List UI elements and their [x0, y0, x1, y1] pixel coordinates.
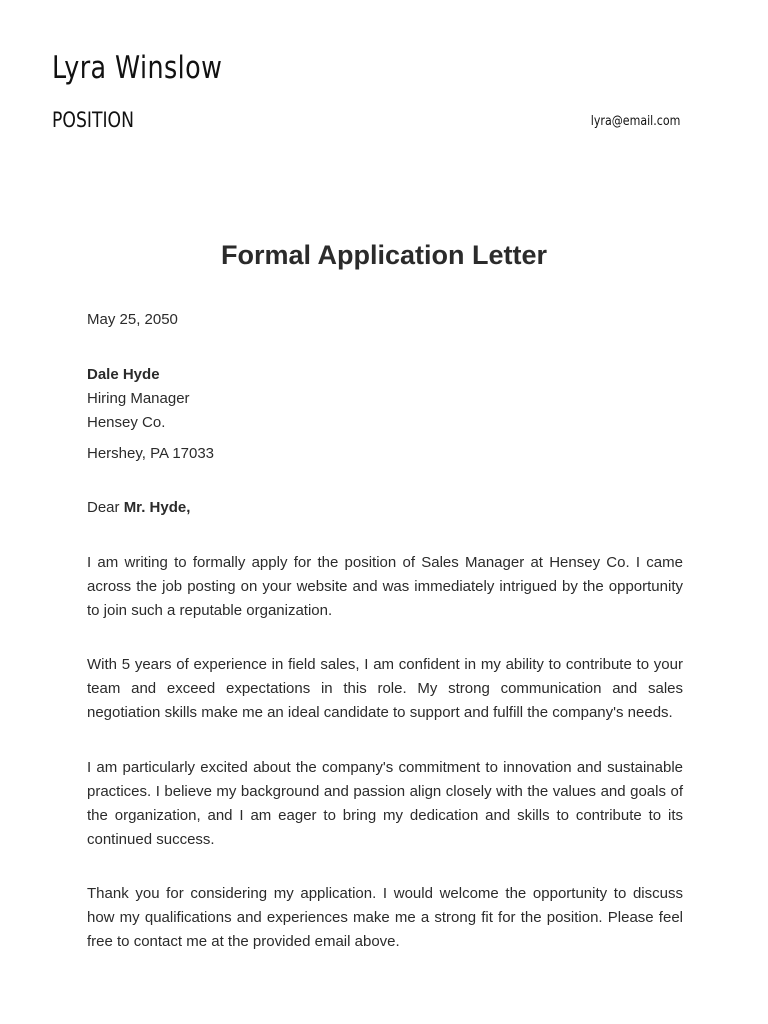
recipient-company: Hensey Co. — [87, 414, 166, 431]
salutation — [87, 496, 683, 520]
recipient-address: Hershey, PA 17033 — [87, 445, 215, 462]
letter-paragraph: With 5 years of experience in field sales, I am confident in my ability to contribute to your team and exceed expectations in this role. My strong communication and sales negotiation skills make me an ideal candidate to support and fulfill the company's needs. — [87, 656, 683, 721]
salutation-name: Mr. Hyde, — [123, 499, 191, 516]
letter-paragraph: I am writing to formally apply for the position of Sales Manager at Hensey Co. I came across the job posting on your website and was immediately intrigued by the opportunity to join such a reputable organization. — [87, 554, 683, 619]
recipient-role: Hiring Manager — [87, 390, 190, 407]
salutation-prefix: Dear — [87, 499, 124, 516]
letter-title: Formal Application Letter — [220, 240, 548, 270]
sender-name: Lyra Winslow — [52, 50, 223, 86]
letter-paragraph: I am particularly excited about the company's commitment to innovation and sustainable practices. I believe my background and passion align closely with the values and goals of the organization, and I am eager to bring my dedication and skills to contribute to its continued success. — [87, 759, 683, 848]
recipient-name: Dale Hyde — [87, 366, 160, 383]
sender-email: lyra@email.com — [590, 114, 680, 129]
recipient-block — [87, 363, 683, 435]
sender-position: POSITION — [52, 108, 134, 132]
letter-paragraph: Thank you for considering my application. I would welcome the opportunity to discuss how my qualifications and experiences make me a strong fit for the position. Please feel free to contact me at the provided email above. — [87, 885, 683, 950]
letter-date: May 25, 2050 — [87, 311, 178, 328]
